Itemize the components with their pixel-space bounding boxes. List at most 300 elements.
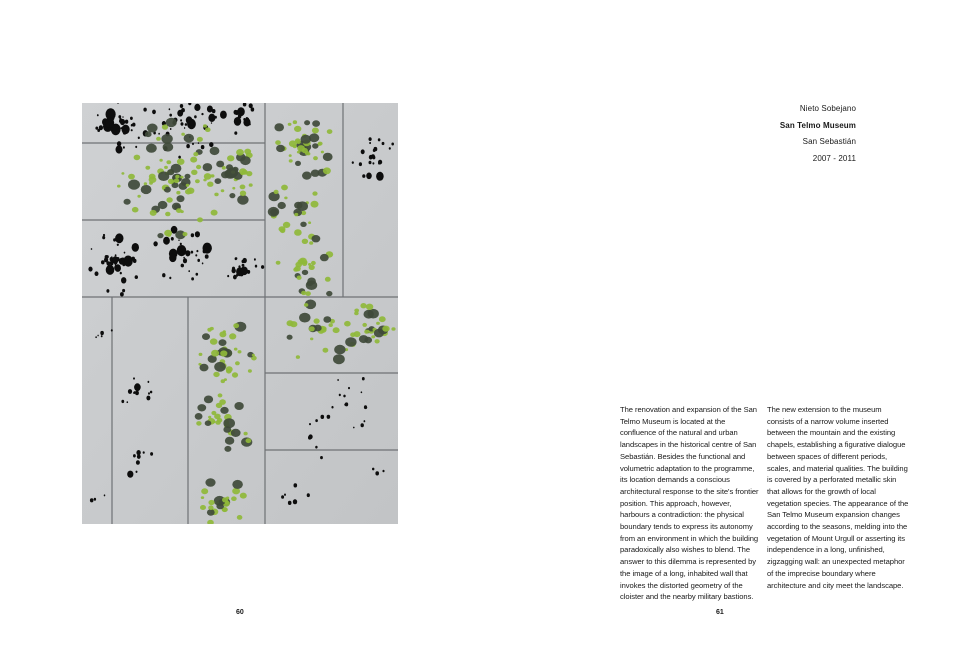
moss-tuft [220, 350, 227, 356]
perforation-hole [136, 471, 138, 473]
moss-tuft [202, 333, 210, 340]
perforation-hole [327, 415, 331, 419]
perforation-hole [186, 144, 190, 148]
moss-tuft [211, 210, 218, 216]
perforation-hole [196, 273, 199, 276]
perforation-hole [212, 109, 216, 113]
moss-tuft [246, 438, 252, 443]
moss-tuft [274, 190, 279, 194]
moss-tuft [203, 163, 213, 171]
perforation-hole [177, 110, 183, 117]
perforation-hole [97, 335, 98, 337]
perforation-hole [195, 254, 197, 256]
perforation-hole [115, 233, 123, 243]
perforation-hole [128, 389, 132, 394]
moss-tuft [128, 180, 140, 190]
perforation-hole [391, 143, 394, 146]
moss-tuft [311, 201, 319, 208]
moss-tuft [176, 208, 182, 213]
perforation-hole [372, 156, 375, 160]
moss-tuft [294, 202, 302, 209]
perforation-hole [111, 256, 112, 258]
moss-tuft [240, 185, 246, 190]
moss-tuft [284, 197, 287, 200]
moss-tuft [231, 429, 241, 437]
perforation-hole [134, 383, 141, 391]
moss-tuft [326, 291, 332, 296]
moss-tuft [232, 488, 240, 495]
moss-tuft [345, 337, 356, 347]
moss-tuft [362, 323, 367, 327]
moss-tuft [312, 120, 320, 127]
perforation-hole [382, 470, 384, 473]
perforation-hole [124, 252, 126, 254]
perforation-hole [110, 268, 112, 271]
perforation-hole [169, 114, 172, 117]
moss-tuft [323, 316, 331, 323]
moss-tuft [158, 201, 168, 209]
moss-tuft [186, 184, 190, 187]
moss-tuft [175, 175, 179, 179]
moss-tuft [312, 128, 319, 134]
perforation-hole [136, 460, 140, 465]
perforation-hole [121, 258, 124, 262]
perforation-hole [241, 267, 248, 276]
perforation-hole [150, 452, 153, 456]
moss-tuft [252, 354, 255, 357]
perforation-hole [101, 260, 105, 264]
perforation-hole [146, 396, 150, 401]
perforation-hole [158, 133, 160, 135]
moss-tuft [208, 500, 214, 505]
moss-tuft [199, 353, 203, 356]
moss-tuft [207, 509, 215, 516]
moss-tuft [320, 254, 329, 261]
perforation-hole [107, 128, 109, 131]
moss-tuft [185, 174, 191, 179]
moss-tuft [227, 155, 234, 161]
page-number-right: 61 [716, 609, 724, 616]
moss-tuft [229, 193, 235, 198]
moss-tuft [219, 399, 226, 405]
perforation-hole [232, 267, 235, 271]
perforation-hole [143, 108, 146, 112]
perforation-hole [378, 138, 381, 141]
moss-tuft [201, 488, 208, 494]
perforation-hole [137, 454, 141, 459]
perforation-hole [194, 104, 200, 111]
moss-tuft [391, 327, 395, 331]
perforation-hole [261, 265, 264, 269]
perforation-hole [331, 406, 333, 409]
moss-tuft [163, 186, 166, 189]
moss-tuft [141, 185, 152, 194]
perforation-hole [194, 115, 197, 118]
moss-tuft [196, 421, 201, 426]
project-credits [780, 101, 856, 167]
moss-tuft [323, 167, 331, 174]
perforation-hole [234, 110, 238, 115]
perforation-hole [191, 277, 194, 280]
moss-tuft [312, 143, 318, 148]
moss-tuft [236, 149, 244, 156]
perforation-hole [288, 501, 292, 505]
perforation-hole [106, 289, 109, 293]
moss-tuft [240, 191, 246, 197]
moss-tuft [318, 142, 323, 146]
perforation-hole [101, 335, 103, 337]
moss-tuft [366, 304, 373, 310]
moss-tuft [311, 261, 316, 265]
moss-tuft [289, 154, 292, 157]
moss-tuft [222, 497, 228, 502]
moss-tuft [180, 176, 183, 179]
moss-tuft [210, 147, 220, 155]
perforation-hole [169, 108, 171, 110]
moss-tuft [276, 145, 285, 152]
moss-tuft [308, 221, 311, 224]
perforation-hole [255, 265, 257, 268]
perforation-hole [352, 161, 354, 164]
moss-tuft [204, 396, 213, 404]
perforation-hole [133, 248, 135, 250]
perforation-hole [97, 114, 99, 116]
perforation-hole [91, 248, 93, 250]
moss-tuft [166, 197, 172, 202]
perforation-hole [106, 265, 115, 275]
perforation-hole [220, 111, 227, 119]
perforation-hole [370, 156, 372, 158]
perforation-hole [143, 451, 145, 454]
moss-tuft [312, 235, 321, 242]
perforation-hole [185, 123, 187, 126]
moss-tuft [165, 212, 170, 217]
moss-tuft [232, 480, 243, 489]
moss-tuft [137, 195, 140, 198]
moss-tuft [294, 229, 302, 236]
perforation-hole [197, 259, 200, 262]
moss-tuft [214, 193, 218, 197]
moss-tuft [210, 338, 218, 344]
moss-tuft [200, 505, 206, 510]
perforation-hole [102, 236, 105, 239]
body-text-column-2: The new extension to the museum consists of a narrow volume inserted between the mountain and the existing chapels, establishing a figurative dialogue between spaces of different periods, scales, and material qualities. The building is covered by a perforated metallic skin that allows for the growth of local vegetation species. The appearance of the San Telmo Museum expansion changes according to the seasons, melding into the vegetation of Mount Urgull or asserting its independence in a long, unfinished, zigzagging wall: an unexpected metaphor of the imprecise boundary where architecture and city meet the landscape. [767, 405, 909, 590]
perforation-hole [94, 498, 96, 501]
perforation-hole [111, 261, 114, 264]
perforation-hole [251, 107, 255, 111]
moss-tuft [302, 262, 307, 266]
moss-tuft [210, 327, 214, 330]
moss-tuft [166, 118, 177, 127]
page-number-left: 60 [236, 609, 244, 616]
moss-tuft [248, 369, 252, 372]
perforation-hole [162, 273, 165, 277]
moss-tuft [294, 126, 301, 132]
perforation-hole [248, 123, 250, 125]
moss-tuft [149, 176, 157, 183]
perforation-hole [215, 116, 217, 119]
perforation-hole [315, 419, 318, 422]
perforation-hole [150, 391, 152, 394]
perforation-hole [180, 119, 182, 121]
perforation-hole [284, 494, 286, 496]
perforation-hole [307, 493, 310, 497]
perforation-hole [109, 123, 113, 128]
perforation-hole [364, 420, 366, 422]
moss-tuft [327, 129, 333, 134]
moss-tuft [232, 372, 238, 377]
moss-tuft [213, 372, 219, 377]
moss-tuft [200, 364, 209, 372]
moss-tuft [275, 140, 281, 145]
moss-tuft [197, 217, 203, 222]
moss-tuft [359, 335, 368, 343]
perforation-hole [170, 128, 172, 130]
moss-tuft [156, 137, 161, 141]
moss-tuft [323, 153, 333, 161]
perforation-hole [234, 131, 237, 134]
perforation-hole [205, 254, 209, 258]
moss-tuft [147, 124, 158, 133]
moss-tuft [184, 134, 194, 143]
perforation-hole [100, 331, 104, 335]
perforation-hole [122, 289, 125, 292]
moss-tuft [211, 350, 219, 357]
moss-tuft [289, 159, 293, 162]
moss-tuft [379, 316, 386, 322]
moss-tuft [364, 330, 369, 334]
moss-tuft [242, 170, 248, 175]
perforation-hole [138, 137, 140, 140]
moss-tuft [232, 187, 235, 190]
moss-tuft [382, 326, 389, 332]
perforation-hole [198, 142, 199, 144]
moss-tuft [302, 239, 308, 244]
perforation-hole [133, 259, 137, 263]
perforation-hole [133, 454, 136, 457]
perforation-hole [372, 468, 374, 471]
perforation-hole [203, 243, 212, 254]
perforation-hole [183, 257, 185, 259]
moss-tuft [278, 202, 286, 209]
perforation-hole [362, 377, 365, 380]
moss-tuft [208, 505, 213, 510]
moss-tuft [159, 159, 162, 162]
perforation-hole [95, 271, 99, 276]
perforation-hole [131, 129, 133, 131]
moss-tuft [360, 303, 366, 308]
perforation-hole [195, 231, 200, 237]
perforation-hole [293, 499, 297, 504]
moss-tuft [321, 151, 324, 154]
perforation-hole [211, 122, 212, 124]
moss-tuft [333, 327, 340, 333]
moss-tuft [304, 303, 308, 307]
moss-tuft [217, 418, 222, 423]
perforation-hole [209, 142, 213, 147]
perforation-hole [169, 254, 176, 263]
perforation-hole [315, 446, 317, 449]
perforation-hole [361, 149, 365, 154]
perforation-hole [115, 264, 121, 272]
moss-tuft [376, 322, 380, 325]
perforation-hole [135, 146, 137, 148]
perforation-hole [121, 400, 124, 403]
perforation-hole [115, 254, 117, 256]
perforation-hole [343, 395, 345, 398]
perforation-hole [133, 392, 135, 394]
perforation-hole [309, 423, 311, 425]
perforation-hole [191, 251, 194, 254]
moss-tuft [225, 437, 234, 445]
moss-tuft [231, 496, 237, 501]
moss-tuft [375, 339, 380, 343]
moss-tuft [368, 309, 379, 319]
perforation-hole [337, 379, 339, 381]
moss-tuft [168, 179, 174, 184]
perforation-hole [361, 423, 364, 427]
perforation-hole [133, 377, 135, 379]
moss-tuft [371, 335, 375, 338]
moss-tuft [234, 348, 238, 351]
moss-tuft [167, 233, 171, 236]
moss-tuft [174, 178, 179, 183]
moss-tuft [296, 140, 301, 144]
moss-tuft [196, 165, 201, 169]
perforation-hole [135, 275, 138, 279]
moss-tuft [216, 161, 224, 168]
moss-tuft [310, 338, 313, 341]
project-years: 2007 - 2011 [812, 153, 856, 163]
perforation-hole [362, 174, 365, 178]
moss-tuft [177, 159, 185, 165]
perforation-hole [177, 250, 179, 253]
moss-tuft [301, 135, 312, 144]
moss-tuft [224, 446, 231, 452]
perforation-hole [183, 258, 187, 263]
perforation-hole [254, 258, 256, 260]
moss-tuft [150, 210, 157, 216]
perforation-hole [127, 401, 129, 403]
perforation-hole [208, 114, 215, 122]
moss-tuft [128, 174, 135, 180]
perforation-hole [122, 116, 123, 118]
moss-tuft [201, 496, 204, 499]
perforation-hole [375, 471, 379, 475]
moss-tuft [203, 124, 207, 127]
perforation-hole [181, 252, 183, 255]
perforation-hole [107, 261, 111, 265]
moss-tuft [205, 420, 212, 426]
perforation-hole [369, 161, 372, 165]
moss-tuft [132, 207, 139, 213]
perforation-hole [123, 146, 125, 148]
moss-tuft [304, 120, 310, 125]
moss-tuft [333, 354, 345, 364]
perforation-hole [369, 142, 371, 144]
moss-tuft [181, 133, 185, 136]
moss-tuft [300, 222, 306, 227]
moss-tuft [207, 182, 213, 187]
perforation-hole [238, 265, 240, 268]
moss-tuft [197, 404, 206, 411]
moss-tuft [287, 335, 293, 340]
perforation-hole [180, 243, 182, 246]
perforation-hole [88, 267, 92, 272]
perforation-hole [373, 149, 376, 152]
moss-tuft [238, 350, 242, 353]
moss-tuft [223, 330, 226, 333]
perforation-hole [171, 237, 174, 241]
perforation-hole [190, 121, 194, 126]
perforation-hole [378, 160, 382, 165]
perforation-hole [132, 243, 139, 252]
perforation-hole [320, 456, 323, 459]
moss-tuft [191, 170, 197, 175]
moss-tuft [235, 361, 240, 365]
moss-tuft [134, 155, 141, 161]
project-location: San Sebastián [802, 137, 856, 146]
moss-tuft [144, 182, 147, 185]
perforation-hole [122, 125, 130, 135]
moss-tuft [177, 195, 185, 202]
moss-tuft [309, 326, 315, 331]
perforation-hole [99, 125, 103, 130]
moss-tuft [211, 411, 216, 415]
perforation-hole [130, 117, 133, 120]
perforation-hole [121, 277, 126, 283]
perforation-hole [369, 137, 372, 141]
moss-tuft [249, 183, 253, 186]
perforation-hole [95, 336, 97, 338]
perforation-hole [227, 275, 229, 277]
moss-tuft [374, 329, 384, 338]
moss-tuft [240, 493, 247, 499]
moss-tuft [295, 262, 302, 268]
moss-tuft [124, 199, 131, 205]
perforation-hole [184, 127, 185, 129]
perforation-hole [235, 257, 237, 259]
moss-tuft [218, 393, 223, 397]
facade-photo [82, 103, 398, 524]
moss-tuft [334, 345, 345, 355]
moss-tuft [220, 407, 228, 414]
moss-tuft [234, 402, 243, 410]
moss-tuft [183, 232, 188, 236]
moss-tuft [302, 172, 312, 180]
perforation-hole [104, 494, 106, 496]
moss-tuft [164, 166, 168, 169]
moss-tuft [295, 161, 301, 166]
perforation-hole [376, 172, 384, 181]
moss-tuft [205, 127, 211, 132]
moss-tuft [279, 226, 286, 232]
moss-tuft [299, 313, 310, 323]
moss-tuft [227, 167, 239, 177]
perforation-hole [152, 110, 156, 115]
moss-tuft [354, 312, 359, 316]
moss-tuft [145, 166, 150, 170]
moss-tuft [350, 332, 355, 337]
moss-tuft [237, 195, 248, 205]
moss-tuft [176, 191, 180, 195]
moss-tuft [233, 323, 239, 328]
moss-tuft [323, 348, 329, 353]
moss-tuft [190, 157, 197, 163]
moss-tuft [223, 426, 231, 433]
moss-tuft [215, 178, 222, 184]
perforation-hole [169, 277, 171, 280]
